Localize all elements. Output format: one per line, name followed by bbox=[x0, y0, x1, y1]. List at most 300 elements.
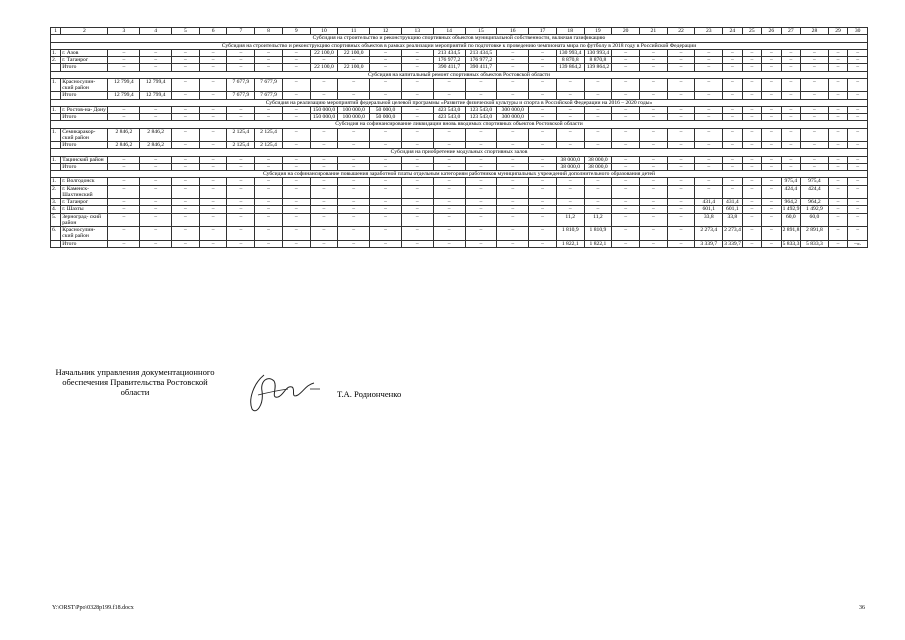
value-cell: – bbox=[338, 213, 370, 227]
value-cell: – bbox=[255, 49, 283, 56]
value-cell: – bbox=[282, 163, 310, 170]
value-cell: – bbox=[529, 199, 557, 206]
value-cell: – bbox=[529, 178, 557, 185]
value-cell: – bbox=[433, 227, 465, 241]
value-cell: – bbox=[227, 178, 255, 185]
value-cell: 123 543,0 bbox=[465, 106, 497, 113]
value-cell: – bbox=[465, 240, 497, 247]
value-cell: – bbox=[227, 106, 255, 113]
value-cell: 11,2 bbox=[584, 213, 612, 227]
value-cell: – bbox=[639, 178, 667, 185]
value-cell: 22 100,0 bbox=[310, 64, 338, 71]
value-cell: – bbox=[401, 128, 433, 142]
section-title-row bbox=[51, 171, 868, 178]
value-cell: – bbox=[556, 178, 584, 185]
file-path: Y:\ORST\Ppo\0328p199.f18.docx bbox=[52, 605, 134, 611]
value-cell: – bbox=[401, 206, 433, 213]
value-cell: – bbox=[612, 49, 640, 56]
row-number: 1. bbox=[51, 178, 61, 185]
value-cell: – bbox=[667, 128, 695, 142]
value-cell: – bbox=[199, 163, 227, 170]
row-number bbox=[51, 142, 61, 149]
value-cell: – bbox=[338, 92, 370, 99]
value-cell: – bbox=[401, 240, 433, 247]
value-cell: – bbox=[108, 227, 140, 241]
value-cell: – bbox=[465, 142, 497, 149]
value-cell: – bbox=[695, 156, 723, 163]
value-cell: – bbox=[433, 163, 465, 170]
value-cell: – bbox=[401, 106, 433, 113]
value-cell: – bbox=[781, 92, 801, 99]
column-number: 12 bbox=[370, 28, 402, 35]
value-cell: – bbox=[140, 57, 172, 64]
municipality-name: Итого bbox=[61, 114, 108, 121]
value-cell: – bbox=[172, 142, 200, 149]
value-cell: – bbox=[140, 227, 172, 241]
section-title: Субсидия на приобретение модульных спортивных залов bbox=[51, 149, 868, 156]
value-cell: – bbox=[639, 128, 667, 142]
value-cell: – bbox=[742, 128, 762, 142]
value-cell: 423 543,0 bbox=[433, 114, 465, 121]
value-cell: – bbox=[255, 163, 283, 170]
value-cell: – bbox=[667, 213, 695, 227]
value-cell: 38 000,0 bbox=[584, 156, 612, 163]
value-cell: – bbox=[667, 199, 695, 206]
value-cell: – bbox=[465, 163, 497, 170]
value-cell: 5 833,3 bbox=[782, 240, 800, 247]
value-cell: – bbox=[848, 206, 868, 213]
value-cell: – bbox=[762, 142, 782, 149]
value-cell: – bbox=[282, 240, 310, 247]
value-cell: – bbox=[108, 213, 140, 227]
value-cell: – bbox=[848, 178, 868, 185]
row-number bbox=[51, 114, 61, 121]
value-cell: – bbox=[584, 128, 612, 142]
column-number: 14 bbox=[433, 28, 465, 35]
value-cell: – bbox=[227, 206, 255, 213]
value-cell: – bbox=[529, 156, 557, 163]
value-cell: – bbox=[801, 64, 829, 71]
value-cell: – bbox=[282, 227, 310, 241]
value-cell: – bbox=[723, 49, 743, 56]
value-cell: – bbox=[529, 49, 557, 56]
value-cell: – bbox=[828, 142, 848, 149]
value-cell: – bbox=[762, 240, 782, 247]
value-cell: 3 339,7 bbox=[724, 240, 741, 247]
value-cell: 130 993,4 bbox=[556, 49, 584, 56]
value-cell: – bbox=[828, 185, 848, 199]
value-cell: – bbox=[282, 78, 310, 92]
column-number: 3 bbox=[108, 28, 140, 35]
value-cell: – bbox=[140, 240, 172, 247]
value-cell: – bbox=[667, 240, 695, 247]
signatory-name: Т.А. Родионченко bbox=[337, 389, 402, 399]
value-cell: – bbox=[108, 206, 140, 213]
table-row bbox=[51, 156, 868, 163]
value-cell: 7 677,9 bbox=[227, 92, 255, 99]
value-cell: – bbox=[172, 178, 200, 185]
value-cell: – bbox=[433, 156, 465, 163]
value-cell: – bbox=[723, 64, 743, 71]
value-cell: – bbox=[828, 178, 848, 185]
value-cell: – bbox=[465, 156, 497, 163]
value-cell: 12 799,4 bbox=[140, 78, 172, 92]
value-cell: – bbox=[801, 92, 829, 99]
value-cell: – bbox=[801, 128, 829, 142]
value-cell: – bbox=[199, 106, 227, 113]
value-cell: – bbox=[497, 163, 529, 170]
municipality-name: г. Таганрог bbox=[61, 199, 108, 206]
value-cell: – bbox=[310, 213, 338, 227]
value-cell: – bbox=[828, 227, 848, 241]
value-cell: – bbox=[199, 128, 227, 142]
value-cell: 2 125,4 bbox=[227, 128, 255, 142]
value-cell: – bbox=[282, 57, 310, 64]
value-cell: – bbox=[848, 78, 868, 92]
value-cell: – bbox=[282, 114, 310, 121]
value-cell: – bbox=[801, 49, 829, 56]
value-cell: – bbox=[199, 92, 227, 99]
value-cell: 12 799,4 bbox=[108, 78, 140, 92]
value-cell: – bbox=[556, 128, 584, 142]
row-number: 4. bbox=[51, 206, 61, 213]
value-cell: – bbox=[556, 78, 584, 92]
table-row bbox=[51, 240, 868, 247]
value-cell: 2 846,2 bbox=[108, 128, 140, 142]
value-cell: – bbox=[172, 78, 200, 92]
column-number: 17 bbox=[529, 28, 557, 35]
value-cell: – bbox=[172, 213, 200, 227]
value-cell: – bbox=[282, 64, 310, 71]
value-cell: – bbox=[310, 240, 338, 247]
value-cell: – bbox=[370, 213, 402, 227]
row-number: 1. bbox=[51, 128, 61, 142]
row-number bbox=[51, 92, 61, 99]
row-number bbox=[51, 240, 61, 247]
value-cell: – bbox=[497, 78, 529, 92]
value-cell: – bbox=[556, 142, 584, 149]
municipality-name: г. Ростов-на- Дону bbox=[61, 106, 108, 113]
value-cell: – bbox=[255, 64, 283, 71]
value-cell: – bbox=[762, 106, 782, 113]
value-cell: – bbox=[723, 185, 743, 199]
value-cell: 1 822,1 bbox=[584, 240, 612, 247]
value-cell: – bbox=[762, 206, 782, 213]
value-cell: – bbox=[282, 199, 310, 206]
value-cell: – bbox=[310, 57, 338, 64]
value-cell: – bbox=[529, 213, 557, 227]
value-cell: – bbox=[584, 178, 612, 185]
value-cell: – bbox=[612, 106, 640, 113]
value-cell: – bbox=[828, 128, 848, 142]
column-number: 7 bbox=[227, 28, 255, 35]
value-cell: 50 000,0 bbox=[370, 114, 402, 121]
value-cell: – bbox=[612, 64, 640, 71]
value-cell: – bbox=[465, 178, 497, 185]
section-title-row bbox=[51, 99, 868, 106]
value-cell: – bbox=[742, 213, 762, 227]
value-cell: – bbox=[612, 178, 640, 185]
municipality-name: Итого bbox=[61, 163, 108, 170]
value-cell: 2 846,2 bbox=[108, 142, 140, 149]
value-cell: – bbox=[529, 106, 557, 113]
value-cell: – bbox=[781, 57, 801, 64]
value-cell: 22 100,0 bbox=[338, 49, 370, 56]
value-cell: – bbox=[255, 185, 283, 199]
value-cell: – bbox=[723, 163, 743, 170]
signatory-position: Начальник управления документационного обеспечения Правительства Ростовской области bbox=[55, 367, 215, 397]
value-cell: – bbox=[227, 57, 255, 64]
value-cell: – bbox=[848, 163, 868, 170]
value-cell: – bbox=[667, 163, 695, 170]
value-cell: – bbox=[762, 156, 782, 163]
value-cell: – bbox=[497, 92, 529, 99]
value-cell: – bbox=[255, 114, 283, 121]
value-cell: – bbox=[612, 206, 640, 213]
value-cell: – bbox=[370, 185, 402, 199]
value-cell: – bbox=[199, 199, 227, 206]
value-cell: – bbox=[282, 206, 310, 213]
value-cell: – bbox=[227, 240, 255, 247]
value-cell: – bbox=[433, 206, 465, 213]
value-cell: 213 434,5 bbox=[465, 49, 497, 56]
value-cell: – bbox=[828, 213, 848, 227]
value-cell: – bbox=[338, 240, 370, 247]
value-cell: – bbox=[781, 114, 801, 121]
value-cell: – bbox=[695, 178, 723, 185]
value-cell: – bbox=[199, 185, 227, 199]
value-cell: 3 339,7 bbox=[695, 240, 723, 247]
table-row bbox=[51, 142, 868, 149]
value-cell: – bbox=[848, 114, 868, 121]
value-cell: – bbox=[338, 178, 370, 185]
value-cell: – bbox=[108, 178, 140, 185]
value-cell: 2 273,4 bbox=[695, 227, 723, 241]
table-row bbox=[51, 128, 868, 142]
value-cell: – bbox=[108, 163, 140, 170]
value-cell: – bbox=[723, 142, 743, 149]
column-number: 11 bbox=[338, 28, 370, 35]
value-cell: – bbox=[667, 106, 695, 113]
value-cell: – bbox=[370, 156, 402, 163]
value-cell: – bbox=[584, 78, 612, 92]
value-cell: – bbox=[140, 213, 172, 227]
section-title-row bbox=[51, 121, 868, 128]
table-row bbox=[51, 163, 868, 170]
value-cell: – bbox=[667, 178, 695, 185]
value-cell: – bbox=[338, 163, 370, 170]
value-cell: – bbox=[639, 240, 667, 247]
value-cell: – bbox=[172, 57, 200, 64]
value-cell: – bbox=[742, 57, 762, 64]
municipality-name: Семикаракор- ский район bbox=[61, 128, 108, 142]
value-cell: – bbox=[338, 199, 370, 206]
value-cell: – bbox=[465, 199, 497, 206]
value-cell: – bbox=[639, 199, 667, 206]
column-number: 10 bbox=[310, 28, 338, 35]
value-cell: 975,4 bbox=[801, 178, 829, 185]
value-cell: – bbox=[529, 142, 557, 149]
value-cell: – bbox=[695, 106, 723, 113]
value-cell: – bbox=[828, 163, 848, 170]
value-cell: – bbox=[401, 78, 433, 92]
value-cell: 423 543,0 bbox=[433, 106, 465, 113]
column-number: 5 bbox=[172, 28, 200, 35]
column-number: 28 bbox=[801, 28, 829, 35]
value-cell: 38 000,0 bbox=[584, 163, 612, 170]
value-cell: – bbox=[310, 128, 338, 142]
value-cell: – bbox=[172, 49, 200, 56]
value-cell: – bbox=[433, 78, 465, 92]
value-cell: 2 891,8 bbox=[801, 227, 829, 241]
value-cell: – bbox=[762, 128, 782, 142]
value-cell: – bbox=[762, 92, 782, 99]
row-number: 1. bbox=[51, 78, 61, 92]
value-cell: – bbox=[556, 185, 584, 199]
value-cell: – bbox=[255, 227, 283, 241]
value-cell: – bbox=[401, 49, 433, 56]
value-cell: 33,8 bbox=[695, 213, 723, 227]
value-cell: 601,1 bbox=[695, 206, 723, 213]
value-cell: – bbox=[497, 240, 529, 247]
value-cell: – bbox=[465, 128, 497, 142]
value-cell: – bbox=[338, 156, 370, 163]
column-number: 24 bbox=[723, 28, 743, 35]
column-number: 4 bbox=[140, 28, 172, 35]
value-cell: – bbox=[282, 92, 310, 99]
value-cell: 1 492,9 bbox=[801, 206, 829, 213]
value-cell: – bbox=[529, 185, 557, 199]
value-cell: – bbox=[828, 57, 848, 64]
value-cell: – bbox=[801, 78, 829, 92]
value-cell: – bbox=[828, 199, 848, 206]
value-cell: – bbox=[781, 106, 801, 113]
column-number: 15 bbox=[465, 28, 497, 35]
section-title: Субсидия на софинансирование повышения заработной платы отдельным категориям работников муниципальных учреждений дополнительного образования детей bbox=[51, 171, 868, 178]
row-number: 1. bbox=[51, 156, 61, 163]
value-cell: – bbox=[227, 199, 255, 206]
value-cell: 964,2 bbox=[781, 199, 801, 206]
value-cell: 60,0 bbox=[801, 213, 829, 227]
value-cell: – bbox=[199, 49, 227, 56]
value-cell: 60,0 bbox=[781, 213, 801, 227]
value-cell: – bbox=[255, 240, 283, 247]
value-cell: 964,2 bbox=[801, 199, 829, 206]
table-row bbox=[51, 227, 868, 241]
value-cell: 8 870,8 bbox=[584, 57, 612, 64]
value-cell: – bbox=[723, 128, 743, 142]
value-cell: – bbox=[667, 92, 695, 99]
value-cell: – bbox=[612, 142, 640, 149]
value-cell: – bbox=[742, 163, 762, 170]
value-cell: – bbox=[695, 114, 723, 121]
table-row bbox=[51, 206, 868, 213]
value-cell: – bbox=[401, 57, 433, 64]
value-cell: 7 677,9 bbox=[255, 78, 283, 92]
value-cell: – bbox=[497, 64, 529, 71]
section-title: Субсидия на софинансирование ликвидации вновь вводимых спортивных объектов Ростовской области bbox=[51, 121, 868, 128]
value-cell: – bbox=[172, 240, 200, 247]
value-cell: 1 492,9 bbox=[782, 206, 800, 213]
value-cell: – bbox=[762, 185, 782, 199]
value-cell: – bbox=[172, 92, 200, 99]
value-cell: – bbox=[401, 227, 433, 241]
value-cell: – bbox=[497, 156, 529, 163]
value-cell: – bbox=[172, 128, 200, 142]
value-cell: – bbox=[612, 240, 640, 247]
value-cell: 176 977,2 bbox=[465, 57, 497, 64]
column-number: 26 bbox=[762, 28, 782, 35]
value-cell: – bbox=[338, 142, 370, 149]
value-cell: – bbox=[828, 78, 848, 92]
value-cell: 7 677,9 bbox=[255, 92, 283, 99]
value-cell: – bbox=[370, 142, 402, 149]
value-cell: – bbox=[370, 206, 402, 213]
table-row bbox=[51, 49, 868, 56]
value-cell: – bbox=[762, 227, 782, 241]
value-cell: – bbox=[338, 227, 370, 241]
value-cell: – bbox=[781, 64, 801, 71]
value-cell: – bbox=[497, 199, 529, 206]
value-cell: 431,4 bbox=[723, 199, 743, 206]
value-cell: – bbox=[848, 142, 868, 149]
column-number: 21 bbox=[639, 28, 667, 35]
value-cell: – bbox=[497, 213, 529, 227]
value-cell: – bbox=[723, 57, 743, 64]
value-cell: – bbox=[762, 163, 782, 170]
value-cell: – bbox=[401, 64, 433, 71]
value-cell: – bbox=[465, 206, 497, 213]
value-cell: – bbox=[612, 57, 640, 64]
value-cell: – bbox=[742, 142, 762, 149]
value-cell: – bbox=[584, 185, 612, 199]
value-cell: – bbox=[695, 92, 723, 99]
value-cell: – bbox=[497, 49, 529, 56]
value-cell: – bbox=[172, 106, 200, 113]
value-cell: – bbox=[781, 163, 801, 170]
value-cell: – bbox=[370, 64, 402, 71]
value-cell: 7 677,9 bbox=[227, 78, 255, 92]
value-cell: – bbox=[310, 163, 338, 170]
value-cell: – bbox=[199, 206, 227, 213]
value-cell: – bbox=[828, 114, 848, 121]
value-cell: 975,4 bbox=[781, 178, 801, 185]
value-cell: – bbox=[433, 240, 465, 247]
value-cell: – bbox=[742, 185, 762, 199]
value-cell: – bbox=[282, 49, 310, 56]
value-cell: – bbox=[742, 106, 762, 113]
value-cell: – bbox=[828, 240, 848, 247]
municipality-name: Тацинский район bbox=[61, 156, 108, 163]
value-cell: – bbox=[227, 156, 255, 163]
value-cell: – bbox=[282, 213, 310, 227]
value-cell: – bbox=[401, 156, 433, 163]
value-cell: 300 000,0 bbox=[497, 106, 529, 113]
value-cell: – bbox=[762, 57, 782, 64]
value-cell: 2 891,8 bbox=[781, 227, 801, 241]
value-cell: – bbox=[848, 213, 868, 227]
value-cell: – bbox=[639, 227, 667, 241]
value-cell: – bbox=[801, 156, 829, 163]
table-row bbox=[51, 57, 868, 64]
value-cell: – bbox=[338, 78, 370, 92]
value-cell: – bbox=[848, 227, 868, 241]
value-cell: – bbox=[199, 64, 227, 71]
value-cell: – bbox=[742, 240, 762, 247]
column-number: 13 bbox=[401, 28, 433, 35]
value-cell: – bbox=[401, 213, 433, 227]
value-cell: – bbox=[433, 142, 465, 149]
